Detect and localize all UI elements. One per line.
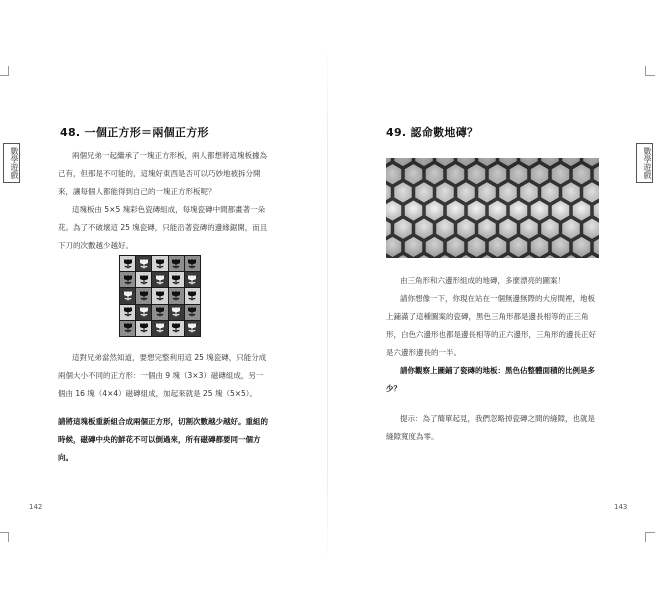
flower-icon — [186, 322, 198, 334]
crop-mark — [645, 532, 646, 542]
left-paragraph-1: 兩個兄弟一起繼承了一塊正方形板，兩人都想將這塊板據為己有，但那是不可能的，這塊好東西是否可以巧妙地被拆分開來，讓每個人都能得到自己的一塊正方形板呢？ — [58, 151, 267, 196]
flower-tile — [185, 288, 200, 303]
left-question: 請將這塊板重新組合成兩個正方形，切割次數越少越好。重組的時候，磁磚中央的鮮花不可以倒過來，所有磁磚都要同一個方向。 — [58, 417, 268, 462]
side-tab-right: 數學遊戲 — [636, 143, 653, 183]
flower-tile — [169, 321, 184, 336]
flower-tile — [185, 321, 200, 336]
crop-mark — [8, 532, 9, 542]
flower-icon — [170, 306, 182, 318]
flower-icon — [138, 274, 150, 286]
flower-icon — [138, 306, 150, 318]
flower-tile-board — [119, 255, 201, 337]
flower-tile — [185, 305, 200, 320]
flower-tile — [169, 305, 184, 320]
flower-tile — [152, 256, 167, 271]
flower-tile — [136, 256, 151, 271]
flower-icon — [186, 274, 198, 286]
flower-icon — [138, 290, 150, 302]
flower-icon — [154, 322, 166, 334]
side-tab-left: 數學遊戲 — [3, 143, 20, 183]
puzzle-49-title: 49. 認命數地磚？ — [386, 126, 479, 139]
flower-icon — [122, 274, 134, 286]
flower-icon — [186, 258, 198, 270]
flower-icon — [122, 290, 134, 302]
flower-tile — [169, 272, 184, 287]
flower-icon — [170, 290, 182, 302]
crop-mark — [645, 66, 646, 76]
right-question: 請你觀察上圖鋪了瓷磚的地板：黑色佔整體面積的比例是多少？ — [386, 366, 595, 393]
flower-icon — [170, 322, 182, 334]
flower-icon — [138, 258, 150, 270]
flower-tile — [169, 288, 184, 303]
crop-mark — [645, 75, 655, 76]
flower-tile — [120, 305, 135, 320]
flower-icon — [154, 290, 166, 302]
puzzle-48-title: 48. 一個正方形＝兩個正方形 — [60, 126, 209, 139]
flower-tile — [120, 288, 135, 303]
left-paragraph-3: 這對兄弟當然知道，要想完整利用這 25 塊瓷磚，只能分成兩個大小不同的正方形：一個由 9 塊（3×3）磁磚組成，另一個由 16 塊（4×4）磁磚組成，加起來就是 25 塊（5×5）。 — [58, 353, 267, 398]
flower-tile — [185, 256, 200, 271]
crop-mark — [8, 66, 9, 76]
flower-tile — [152, 288, 167, 303]
flower-tile — [120, 321, 135, 336]
flower-icon — [186, 290, 198, 302]
page-gutter — [327, 40, 328, 570]
flower-icon — [186, 306, 198, 318]
left-paragraph-2: 這塊板由 5×5 塊彩色瓷磚組成，每塊瓷磚中間都畫著一朵花。為了不破壞這 25 塊瓷磚，只能沿著瓷磚的邊緣鋸開，而且下刀的次數越少越好。 — [58, 205, 268, 250]
triangle-hexagon-floor-photo — [386, 158, 599, 258]
flower-icon — [122, 258, 134, 270]
flower-icon — [154, 258, 166, 270]
flower-icon — [170, 274, 182, 286]
flower-icon — [154, 306, 166, 318]
flower-tile — [136, 272, 151, 287]
flower-tile — [152, 272, 167, 287]
flower-tile — [185, 272, 200, 287]
flower-tile — [136, 321, 151, 336]
tiling-pattern-image — [386, 158, 599, 258]
page-number-right: 143 — [614, 503, 628, 511]
flower-tile — [169, 256, 184, 271]
flower-tile — [120, 256, 135, 271]
page-number-left: 142 — [29, 503, 43, 511]
right-paragraph-2: 請你想像一下，你現在站在一個無邊無際的大房間裡，地板上鋪滿了這種圖案的瓷磚，黑色三角形都是邊長相等的正三角形，白色六邊形也都是邊長相等的正六邊形，三角形的邊長正好是六邊形邊長的一半。 — [386, 294, 596, 357]
flower-tile — [120, 272, 135, 287]
flower-icon — [138, 322, 150, 334]
flower-icon — [122, 322, 134, 334]
flower-icon — [154, 274, 166, 286]
flower-tile — [136, 288, 151, 303]
flower-icon — [122, 306, 134, 318]
crop-mark — [645, 532, 655, 533]
flower-icon — [170, 258, 182, 270]
right-hint: 提示：為了簡單起見，我們忽略掉瓷磚之間的縫隙，也就是縫隙寬度為零。 — [386, 414, 595, 441]
right-paragraph-1: 由三角形和六邊形組成的地磚，多麼漂亮的圖案！ — [400, 276, 565, 285]
flower-tile — [152, 321, 167, 336]
flower-tile — [136, 305, 151, 320]
flower-tile — [152, 305, 167, 320]
